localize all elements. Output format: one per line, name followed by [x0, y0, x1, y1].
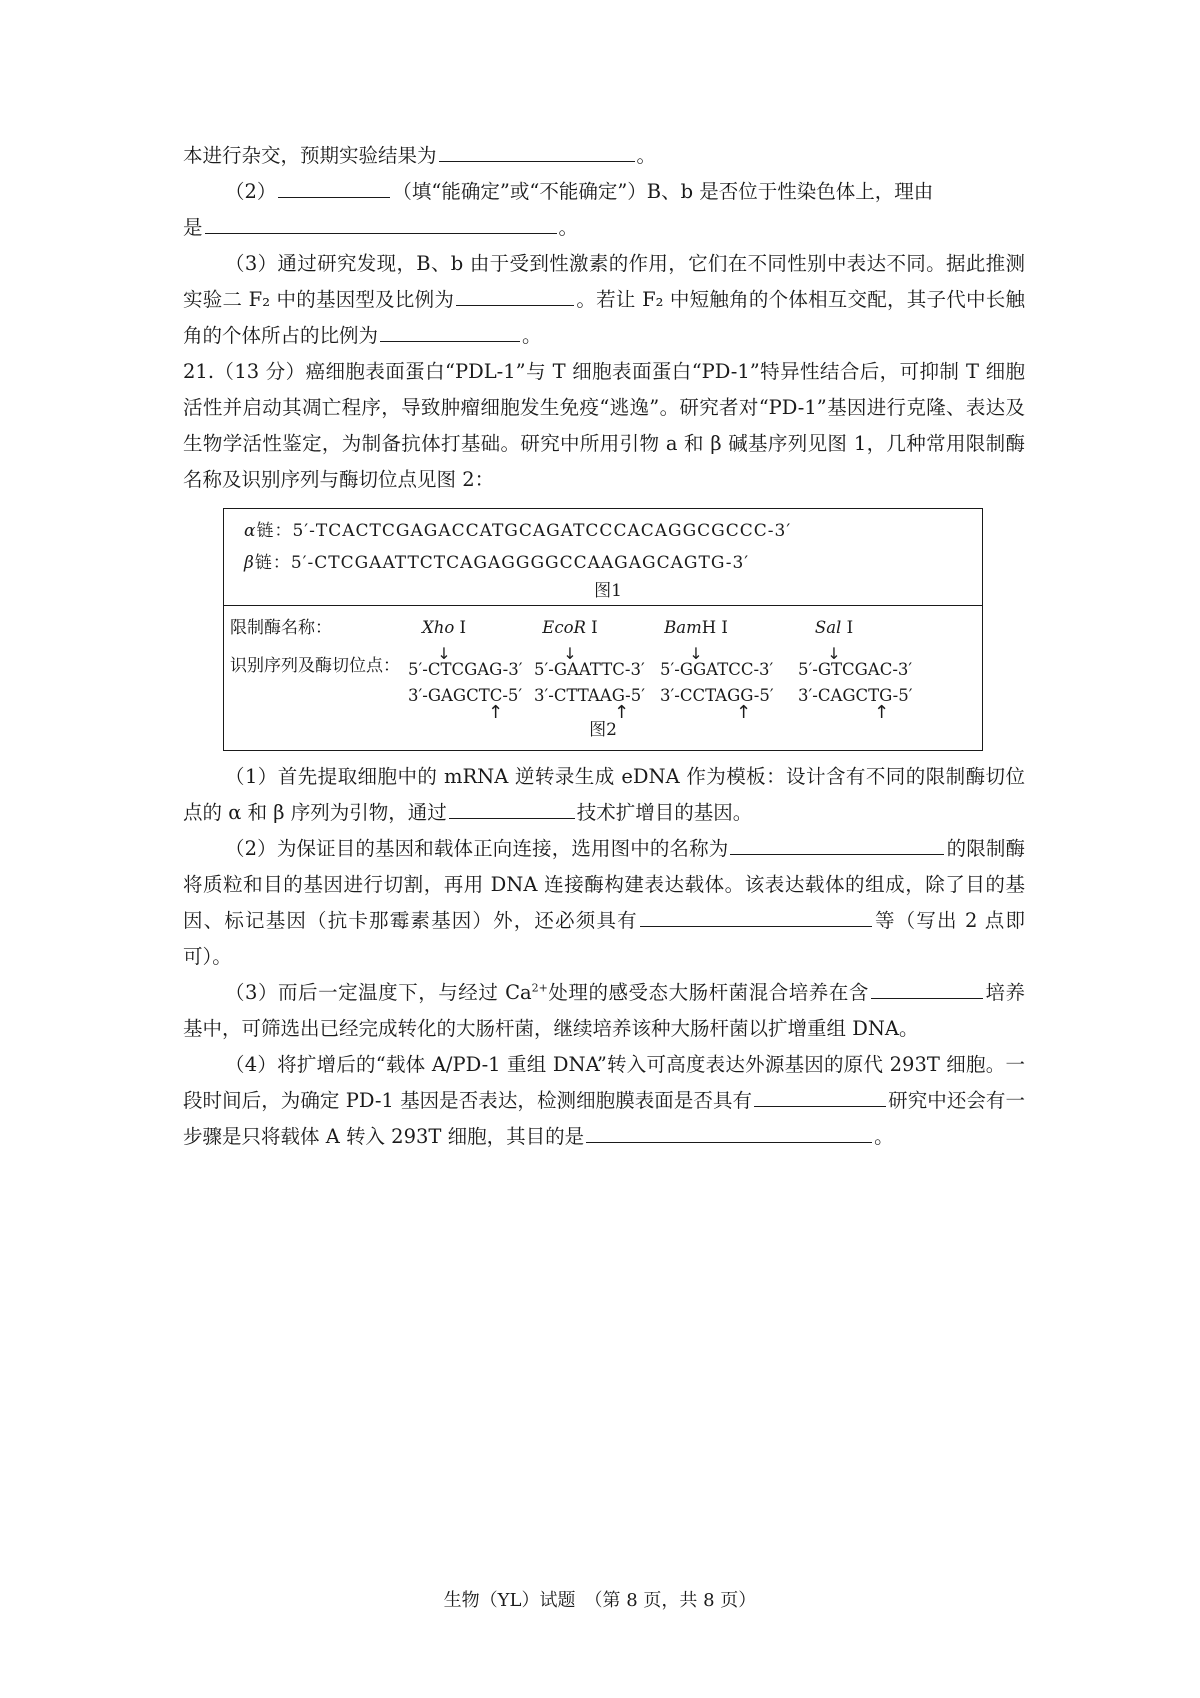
answer-blank[interactable] [439, 139, 635, 162]
answer-blank[interactable] [456, 283, 574, 306]
cut-arrow-down-icon: ↓ [437, 644, 451, 663]
answer-blank[interactable] [730, 832, 944, 855]
answer-blank[interactable] [754, 1084, 886, 1107]
q21-part2: （2）为保证目的基因和载体正向连接，选用图中的名称为 的限制酶将质粒和目的基因进行切割，再用 DNA 连接酶构建表达载体。该表达载体的组成，除了目的基因、标记基因（抗卡那霉素基因）外，还必须具有 等（写出 2 点即可）。 [183, 831, 1025, 975]
answer-blank[interactable] [205, 211, 557, 234]
sali-bottom-strand: 3′-CAGCTG-5′ [798, 686, 913, 705]
beta-chain: β链：5′-CTCGAATTCTCAGAGGGGCCAAGAGCAGTG-3′ [244, 553, 750, 573]
answer-blank[interactable] [449, 796, 575, 819]
bamhi-top-strand: 5′-GGATCC-3′ [660, 660, 774, 679]
cut-arrow-up-icon: ↑ [874, 702, 890, 723]
cut-arrow-down-icon: ↓ [827, 644, 841, 663]
enzyme-bamhi: BamH I ↓ [626, 610, 766, 662]
figure-2 [224, 606, 982, 750]
ecori-bottom-strand: 3′-CTTAAG-5′ [534, 686, 645, 705]
answer-blank[interactable] [871, 976, 983, 999]
page-content [183, 138, 1025, 1155]
alpha-chain: α链：5′-TCACTCGAGACCATGCAGATCCCACAGGCGCCC-3′ [244, 521, 792, 541]
enzyme-xhoi: Xho I ↓ [374, 610, 514, 662]
figure-1 [224, 509, 982, 606]
q21-part1: （1）首先提取细胞中的 mRNA 逆转录生成 eDNA 作为模板：设计含有不同的限制酶切位点的 α 和 β 序列为引物，通过 技术扩增目的基因。 [183, 765, 1025, 824]
q20-part2: （2） （填“能确定”或“不能确定”）B、b 是否位于性染色体上，理由 是 。 [183, 174, 1025, 246]
q21-intro: 21.（13 分）癌细胞表面蛋白“PDL-1”与 T 细胞表面蛋白“PD-1”特异性结合后，可抑制 T 细胞活性并启动其凋亡程序，导致肿瘤细胞发生免疫“逃逸”。研究者对“PD-1”基因进行克隆、表达及生物学活性鉴定，为制备抗体打基础。研究中所用引物 a 和 β 碱基序列见图 1，几种常用限制酶名称及识别序列与酶切位点见图 2： [183, 360, 1025, 491]
bamhi-bottom-strand: 3′-CCTAGG-5′ [660, 686, 774, 705]
enzyme-sali: Sal I ↓ [764, 610, 904, 662]
cut-arrow-up-icon: ↑ [614, 702, 630, 723]
sali-top-strand: 5′-GTCGAC-3′ [798, 660, 913, 679]
figure-1-caption: 图1 [594, 581, 622, 601]
cut-arrow-down-icon: ↓ [563, 644, 577, 663]
figure-2-caption: 图2 [589, 720, 617, 740]
xhoi-bottom-strand: 3′-GAGCTC-5′ [408, 686, 523, 705]
answer-blank[interactable] [380, 319, 520, 342]
figure-box [223, 508, 983, 751]
enzyme-ecori: EcoR I ↓ [500, 610, 640, 662]
q20-part3: （3）通过研究发现，B、b 由于受到性激素的作用，它们在不同性别中表达不同。据此推测实验二 F₂ 中的基因型及比例为 。若让 F₂ 中短触角的个体相互交配，其子代中长触角的个体所占的比例为 。 [183, 252, 1025, 347]
q20-part1-tail: 本进行杂交，预期实验结果为 。 [183, 138, 1025, 174]
enzyme-name-label: 限制酶名称： [230, 618, 332, 638]
answer-blank[interactable] [586, 1120, 872, 1143]
q21-part3: （3）而后一定温度下，与经过 $Ca^{2+}$处理的感受态大肠杆菌混合培养在含 培养基中，可筛选出已经完成转化的大肠杆菌，继续培养该种大肠杆菌以扩增重组 DNA。 [183, 975, 1025, 1047]
page-footer: 生物（YL）试题 （第 8 页，共 8 页） [443, 1590, 757, 1611]
q21-part4: （4）将扩增后的“载体 A/PD-1 重组 DNA”转入可高度表达外源基因的原代 293T 细胞。一段时间后，为确定 PD-1 基因是否表达，检测细胞膜表面是否具有 研究中还会有一步骤是只将载体 A 转入 293T 细胞，其目的是 。 [183, 1053, 1025, 1148]
answer-blank[interactable] [278, 175, 390, 198]
cut-arrow-up-icon: ↑ [736, 702, 752, 723]
cut-arrow-down-icon: ↓ [689, 644, 703, 663]
xhoi-top-strand: 5′-CTCGAG-3′ [408, 660, 523, 679]
ecori-top-strand: 5′-GAATTC-3′ [534, 660, 645, 679]
answer-blank[interactable] [640, 904, 872, 927]
recognition-site-label: 识别序列及酶切位点： [230, 656, 400, 676]
cut-arrow-up-icon: ↑ [488, 702, 504, 723]
